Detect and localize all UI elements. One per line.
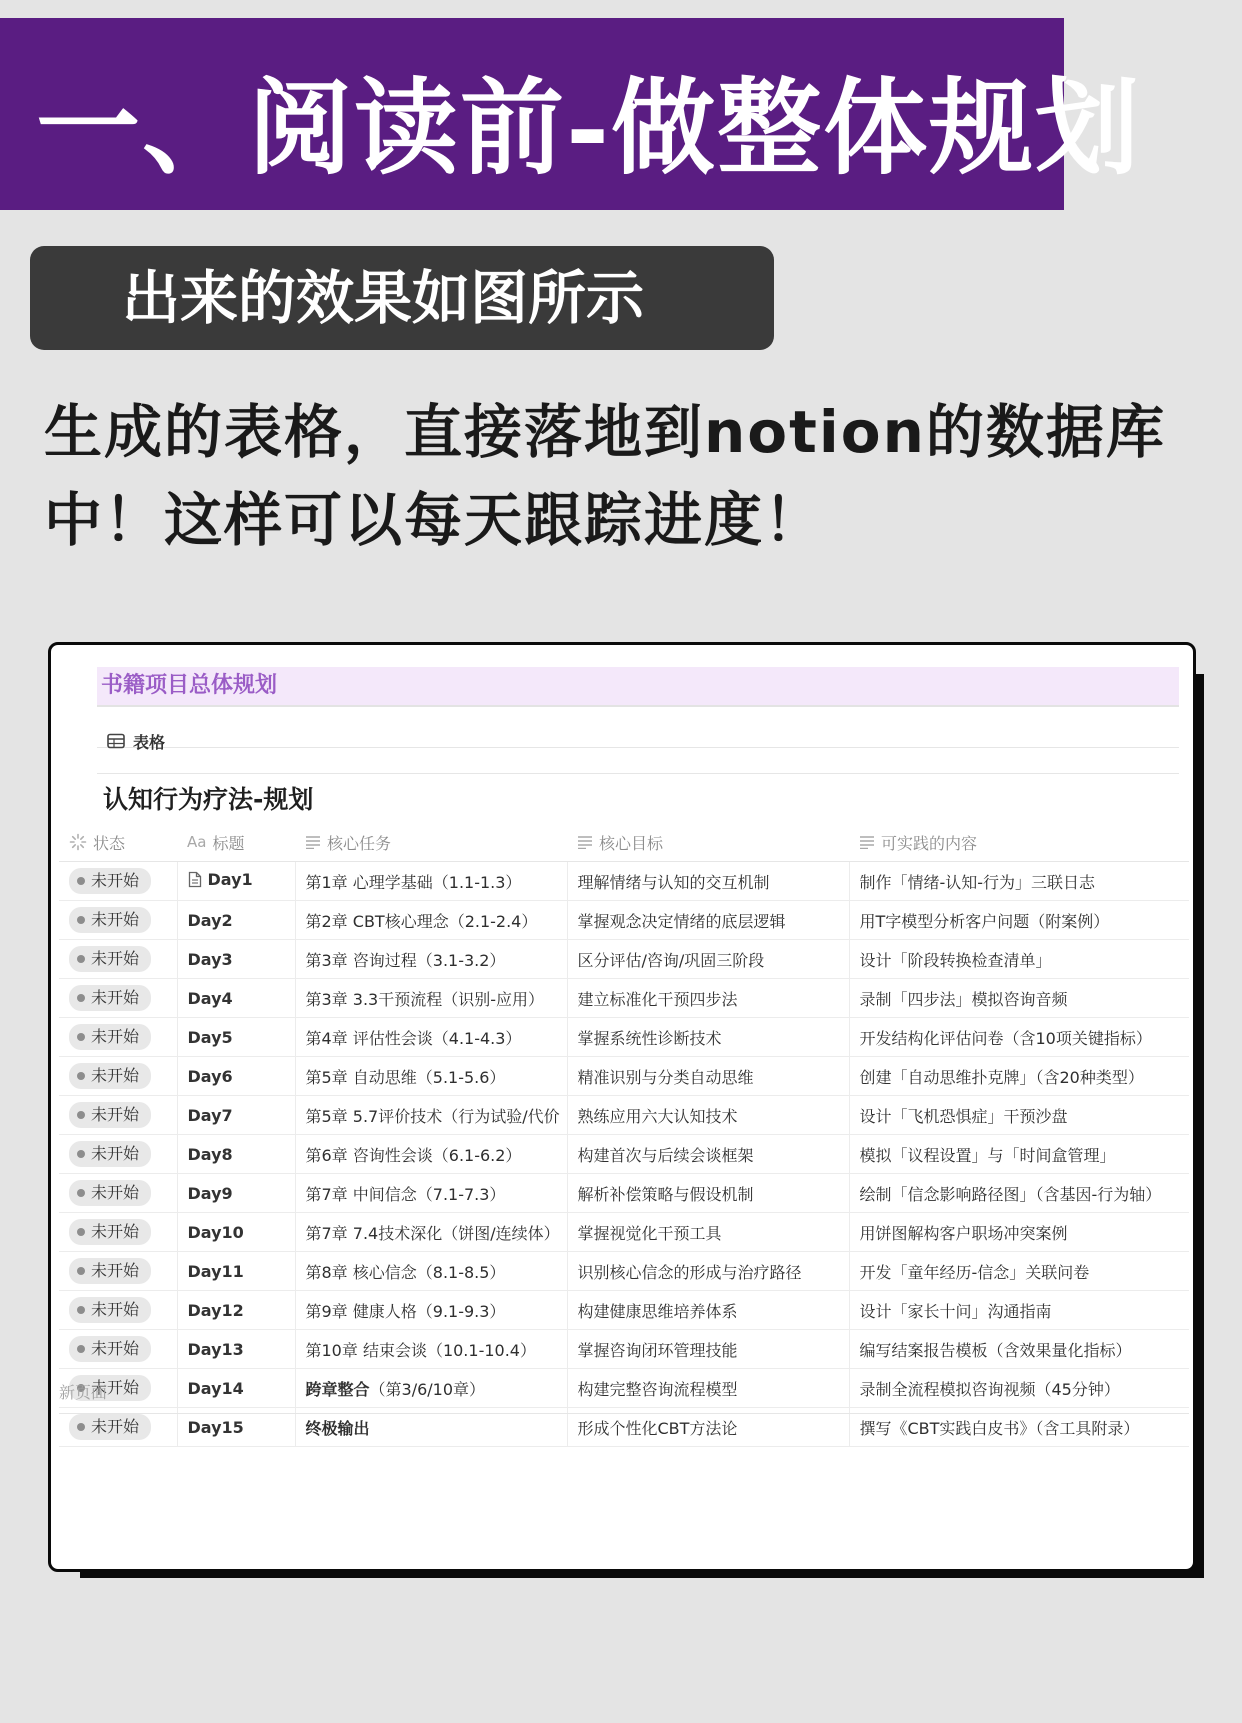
cell-title[interactable]	[177, 1291, 295, 1330]
row-title[interactable]	[188, 1340, 244, 1359]
cell-task[interactable]	[295, 1291, 567, 1330]
row-title-text: Day11	[187, 1261, 244, 1281]
row-title-text: Day15	[187, 1417, 244, 1437]
cell-goal[interactable]	[567, 1174, 849, 1213]
practice-text: 录制全流程模拟咨询视频（45分钟）	[859, 1379, 1120, 1399]
cell-goal[interactable]	[567, 979, 849, 1018]
task-text: 第8章 核心信念（8.1-8.5）	[305, 1262, 506, 1282]
practice-text: 设计「家长十问」沟通指南	[859, 1301, 1052, 1321]
row-title[interactable]	[188, 1418, 244, 1437]
cell-title[interactable]	[177, 1213, 295, 1252]
table-row[interactable]	[59, 1018, 1189, 1057]
goal-text: 形成个性化CBT方法论	[577, 1418, 738, 1438]
table-row[interactable]	[59, 940, 1189, 979]
cell-status[interactable]	[59, 940, 177, 979]
cell-task[interactable]	[295, 1330, 567, 1369]
cell-title[interactable]	[177, 1057, 295, 1096]
cell-title[interactable]	[177, 1174, 295, 1213]
practice-text: 用T字模型分析客户问题（附案例）	[859, 911, 1110, 931]
title-icon: Aa	[187, 833, 207, 851]
status-label: 未开始	[91, 988, 140, 1007]
row-title[interactable]	[188, 1379, 244, 1398]
practice-text: 模拟「议程设置」与「时间盒管理」	[859, 1145, 1116, 1165]
goal-text: 构建完整咨询流程模型	[577, 1379, 738, 1399]
practice-text: 绘制「信念影响路径图」（含基因-行为轴）	[859, 1184, 1162, 1204]
title-banner	[0, 18, 1142, 210]
status-dot-icon	[77, 955, 85, 963]
page-title[interactable]: 书籍项目总体规划	[101, 673, 278, 698]
cell-practice[interactable]	[849, 901, 1189, 940]
cell-title[interactable]	[177, 1018, 295, 1057]
cell-practice[interactable]	[849, 1174, 1189, 1213]
task-text: 第5章 5.7评价技术（行为试验/代价	[305, 1106, 560, 1126]
cell-title[interactable]	[177, 1369, 295, 1408]
cell-status[interactable]	[59, 1096, 177, 1135]
status-dot-icon	[77, 1423, 85, 1431]
tab-table-label: 表格	[133, 732, 166, 752]
column-header-title[interactable]	[177, 823, 295, 862]
cell-status[interactable]	[59, 901, 177, 940]
row-title[interactable]	[188, 1106, 233, 1125]
practice-text: 开发「童年经历-信念」关联问卷	[859, 1262, 1090, 1282]
status-label: 未开始	[91, 1066, 140, 1085]
cell-practice[interactable]	[849, 1057, 1189, 1096]
task-text: 第9章 健康人格（9.1-9.3）	[305, 1301, 506, 1321]
cell-title[interactable]	[177, 940, 295, 979]
cell-title[interactable]	[177, 1252, 295, 1291]
goal-text: 理解情绪与认知的交互机制	[577, 872, 770, 892]
status-badge[interactable]	[69, 1024, 151, 1050]
task-text: 第4章 评估性会谈（4.1-4.3）	[305, 1028, 522, 1048]
cell-status[interactable]	[59, 979, 177, 1018]
divider	[97, 773, 1179, 774]
cell-title[interactable]	[177, 1096, 295, 1135]
cell-task[interactable]	[295, 979, 567, 1018]
cell-task[interactable]	[295, 1369, 567, 1408]
status-dot-icon	[77, 916, 85, 924]
status-dot-icon	[77, 1228, 85, 1236]
status-badge[interactable]	[69, 1141, 151, 1167]
cell-status[interactable]	[59, 1330, 177, 1369]
row-title-text: Day3	[187, 949, 233, 969]
status-badge[interactable]	[69, 1258, 151, 1284]
goal-text: 精准识别与分类自动思维	[577, 1067, 754, 1087]
row-title-text: Day14	[187, 1378, 244, 1398]
tab-table-view[interactable]	[107, 727, 165, 755]
status-label: 未开始	[91, 1027, 140, 1046]
cell-task[interactable]	[295, 1135, 567, 1174]
practice-text: 用饼图解构客户职场冲突案例	[859, 1223, 1068, 1243]
row-title[interactable]	[188, 1223, 244, 1242]
task-text: （第3/6/10章）	[369, 1379, 486, 1399]
goal-text: 熟练应用六大认知技术	[577, 1106, 738, 1126]
status-label: 未开始	[91, 949, 140, 968]
column-header-label: 状态	[93, 833, 126, 853]
status-badge[interactable]	[69, 946, 151, 972]
cell-status[interactable]	[59, 1057, 177, 1096]
cell-task[interactable]	[295, 940, 567, 979]
row-title[interactable]	[188, 989, 233, 1008]
table-header-row	[59, 823, 1189, 862]
status-dot-icon	[77, 1150, 85, 1158]
task-text: 第10章 结束会谈（10.1-10.4）	[305, 1340, 536, 1360]
cell-status[interactable]	[59, 862, 177, 901]
column-header-task[interactable]	[295, 823, 567, 862]
practice-text: 编写结案报告模板（含效果量化指标）	[859, 1340, 1132, 1360]
status-dot-icon	[77, 877, 85, 885]
status-label: 未开始	[91, 1300, 140, 1319]
practice-text: 撰写《CBT实践白皮书》（含工具附录）	[859, 1418, 1140, 1438]
row-title[interactable]	[188, 1145, 233, 1164]
row-title-text: Day12	[187, 1300, 244, 1320]
table-row[interactable]	[59, 1135, 1189, 1174]
cell-title[interactable]	[177, 862, 295, 901]
pill-text: 出来的效果如图所示	[122, 264, 645, 332]
row-title-text: Day4	[187, 988, 233, 1008]
task-text: 第7章 7.4技术深化（饼图/连续体）	[305, 1223, 560, 1243]
cell-title[interactable]	[177, 1135, 295, 1174]
status-dot-icon	[77, 1267, 85, 1275]
cell-practice[interactable]	[849, 1252, 1189, 1291]
cell-goal[interactable]	[567, 1291, 849, 1330]
practice-text: 开发结构化评估问卷（含10项关键指标）	[859, 1028, 1152, 1048]
table-row[interactable]	[59, 1330, 1189, 1369]
column-header-practice[interactable]	[849, 823, 1189, 862]
task-bold-text: 跨章整合	[305, 1379, 370, 1399]
database-title[interactable]: 认知行为疗法-规划	[103, 785, 314, 814]
text-icon	[577, 835, 593, 849]
cell-task[interactable]	[295, 1174, 567, 1213]
status-label: 未开始	[91, 1183, 140, 1202]
cell-task[interactable]	[295, 1213, 567, 1252]
divider	[59, 1413, 1189, 1414]
status-dot-icon	[77, 994, 85, 1002]
task-text: 第5章 自动思维（5.1-5.6）	[305, 1067, 506, 1087]
status-badge[interactable]	[69, 1063, 151, 1089]
goal-text: 解析补偿策略与假设机制	[577, 1184, 754, 1204]
status-label: 未开始	[91, 871, 140, 890]
cell-goal[interactable]	[567, 1369, 849, 1408]
cell-practice[interactable]	[849, 1369, 1189, 1408]
goal-text: 构建健康思维培养体系	[577, 1301, 738, 1321]
cell-goal[interactable]	[567, 1057, 849, 1096]
text-icon	[305, 835, 321, 849]
row-title-text: Day5	[187, 1027, 233, 1047]
cell-status[interactable]	[59, 1018, 177, 1057]
cell-title[interactable]	[177, 979, 295, 1018]
status-label: 未开始	[91, 1417, 140, 1436]
task-text: 第6章 咨询性会谈（6.1-6.2）	[305, 1145, 522, 1165]
task-bold-text: 终极输出	[305, 1418, 370, 1438]
cell-practice[interactable]	[849, 1330, 1189, 1369]
cell-practice[interactable]	[849, 1018, 1189, 1057]
status-badge[interactable]	[69, 868, 151, 894]
row-title[interactable]	[188, 1067, 233, 1086]
status-dot-icon	[77, 1306, 85, 1314]
row-title[interactable]	[188, 950, 233, 969]
new-page-button[interactable]: 新页面	[59, 1383, 108, 1402]
cell-status[interactable]	[59, 1252, 177, 1291]
text-icon	[859, 835, 875, 849]
cell-status[interactable]	[59, 1174, 177, 1213]
cell-goal[interactable]	[567, 1135, 849, 1174]
status-label: 未开始	[91, 1261, 140, 1280]
practice-text: 设计「飞机恐惧症」干预沙盘	[859, 1106, 1068, 1126]
cell-goal[interactable]	[567, 1252, 849, 1291]
goal-text: 识别核心信念的形成与治疗路径	[577, 1262, 802, 1282]
status-label: 未开始	[91, 1339, 140, 1358]
cell-status[interactable]	[59, 1135, 177, 1174]
table-icon	[107, 733, 125, 749]
task-text: 第7章 中间信念（7.1-7.3）	[305, 1184, 506, 1204]
cell-goal[interactable]	[567, 901, 849, 940]
cell-goal[interactable]	[567, 862, 849, 901]
column-header-label: 标题	[212, 833, 245, 853]
cell-title[interactable]	[177, 901, 295, 940]
cell-task[interactable]	[295, 1252, 567, 1291]
cell-practice[interactable]	[849, 979, 1189, 1018]
cell-goal[interactable]	[567, 1018, 849, 1057]
table-row[interactable]	[59, 1213, 1189, 1252]
status-dot-icon	[77, 1072, 85, 1080]
cell-task[interactable]	[295, 1057, 567, 1096]
status-label: 未开始	[91, 1144, 140, 1163]
task-text: 第1章 心理学基础（1.1-1.3）	[305, 872, 522, 892]
task-text: 第2章 CBT核心理念（2.1-2.4）	[305, 911, 538, 931]
row-title-text: Day1	[207, 870, 253, 889]
row-title[interactable]	[188, 1262, 244, 1281]
cell-practice[interactable]	[849, 1096, 1189, 1135]
status-badge[interactable]	[69, 1297, 151, 1323]
table-row[interactable]	[59, 862, 1189, 901]
status-dot-icon	[77, 1033, 85, 1041]
row-title-text: Day13	[187, 1339, 244, 1359]
status-badge[interactable]	[69, 1219, 151, 1245]
row-title[interactable]	[188, 1028, 233, 1047]
status-label: 未开始	[91, 910, 140, 929]
table-body	[59, 862, 1189, 1447]
goal-text: 掌握观念决定情绪的底层逻辑	[577, 911, 786, 931]
cell-task[interactable]	[295, 1096, 567, 1135]
cell-task[interactable]	[295, 1018, 567, 1057]
column-header-goal[interactable]	[567, 823, 849, 862]
row-title[interactable]	[188, 1184, 233, 1203]
database-table	[59, 823, 1189, 1447]
goal-text: 构建首次与后续会谈框架	[577, 1145, 754, 1165]
cell-title[interactable]	[177, 1330, 295, 1369]
status-badge[interactable]	[69, 1336, 151, 1362]
status-badge[interactable]	[69, 907, 151, 933]
cell-practice[interactable]	[849, 940, 1189, 979]
cell-goal[interactable]	[567, 1330, 849, 1369]
notion-screenshot-card	[48, 642, 1196, 1572]
cell-task[interactable]	[295, 862, 567, 901]
cell-goal[interactable]	[567, 1096, 849, 1135]
table-row[interactable]	[59, 1369, 1189, 1408]
task-text: 第3章 3.3干预流程（识别-应用）	[305, 989, 544, 1009]
status-badge[interactable]	[69, 985, 151, 1011]
row-title-text: Day8	[187, 1144, 233, 1164]
row-title-text: Day2	[187, 910, 233, 930]
cell-task[interactable]	[295, 901, 567, 940]
document-icon	[188, 871, 202, 888]
table-row[interactable]	[59, 1291, 1189, 1330]
divider	[97, 747, 1179, 748]
goal-text: 掌握系统性诊断技术	[577, 1028, 722, 1048]
status-badge[interactable]	[69, 1102, 151, 1128]
table-row[interactable]	[59, 1057, 1189, 1096]
goal-text: 掌握咨询闭环管理技能	[577, 1340, 738, 1360]
banner-title: 一、阅读前-做整体规划	[36, 66, 1142, 189]
status-label: 未开始	[91, 1105, 140, 1124]
table-row[interactable]	[59, 1252, 1189, 1291]
practice-text: 创建「自动思维扑克牌」（含20种类型）	[859, 1067, 1144, 1087]
status-label: 未开始	[91, 1378, 140, 1397]
table-row[interactable]	[59, 1174, 1189, 1213]
row-title[interactable]	[188, 911, 233, 930]
table-row[interactable]	[59, 979, 1189, 1018]
column-header-status[interactable]	[59, 823, 177, 862]
row-title-text: Day9	[187, 1183, 233, 1203]
status-label: 未开始	[91, 1222, 140, 1241]
column-header-label: 可实践的内容	[881, 833, 978, 853]
goal-text: 建立标准化干预四步法	[577, 989, 738, 1009]
status-dot-icon	[77, 1345, 85, 1353]
row-title-text: Day10	[187, 1222, 244, 1242]
goal-text: 区分评估/咨询/巩固三阶段	[577, 950, 765, 970]
column-header-label: 核心目标	[599, 833, 664, 853]
practice-text: 设计「阶段转换检查清单」	[859, 950, 1052, 970]
table-row[interactable]	[59, 1096, 1189, 1135]
description-text: 生成的表格，直接落地到notion的数据库中！这样可以每天跟踪进度！	[44, 398, 1166, 554]
cell-practice[interactable]	[849, 1135, 1189, 1174]
row-title[interactable]	[188, 870, 253, 889]
task-text: 第3章 咨询过程（3.1-3.2）	[305, 950, 506, 970]
status-badge[interactable]	[69, 1180, 151, 1206]
status-dot-icon	[77, 1111, 85, 1119]
status-icon	[69, 833, 87, 851]
column-header-label: 核心任务	[327, 833, 392, 853]
cell-practice[interactable]	[849, 862, 1189, 901]
cell-practice[interactable]	[849, 1213, 1189, 1252]
cell-status[interactable]	[59, 1213, 177, 1252]
goal-text: 掌握视觉化干预工具	[577, 1223, 722, 1243]
cell-status[interactable]	[59, 1291, 177, 1330]
practice-text: 录制「四步法」模拟咨询音频	[859, 989, 1068, 1009]
status-dot-icon	[77, 1189, 85, 1197]
row-title[interactable]	[188, 1301, 244, 1320]
cell-goal[interactable]	[567, 940, 849, 979]
table-row[interactable]	[59, 901, 1189, 940]
row-title-text: Day7	[187, 1105, 233, 1125]
subtitle-pill	[30, 246, 774, 350]
practice-text: 制作「情绪-认知-行为」三联日志	[859, 872, 1096, 892]
row-title-text: Day6	[187, 1066, 233, 1086]
status-badge[interactable]	[69, 1414, 151, 1440]
cell-goal[interactable]	[567, 1213, 849, 1252]
cell-practice[interactable]	[849, 1291, 1189, 1330]
